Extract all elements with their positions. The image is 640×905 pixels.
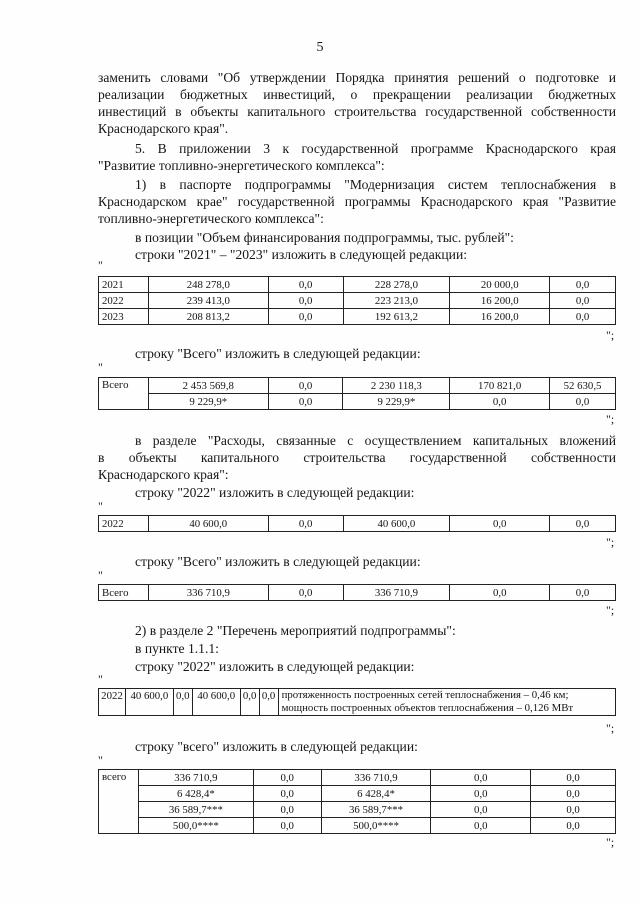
value-cell: 0,0 — [550, 516, 616, 532]
value-cell: 0,0 — [550, 309, 616, 325]
opening-quote: " — [98, 672, 103, 686]
label-cell: Всего — [99, 378, 149, 410]
value-cell: 0,0 — [253, 770, 321, 786]
value-cell: 20 000,0 — [450, 277, 550, 293]
value-cell: 0,0 — [268, 585, 343, 601]
value-cell: 0,0 — [268, 309, 343, 325]
value-cell: 0,0 — [268, 277, 343, 293]
value-cell: 0,0 — [268, 394, 343, 410]
text-line: реализации бюджетных инвестиций, о прекращении реализации бюджетных — [98, 87, 616, 102]
value-cell: 0,0 — [253, 786, 321, 802]
value-cell: 0,0 — [550, 394, 616, 410]
value-cell: 2 230 118,3 — [343, 378, 450, 394]
opening-quote: " — [98, 499, 103, 513]
financing-total-table — [98, 377, 616, 410]
text-line: заменить словами "Об утверждении Порядка принятия решений о подготовке и — [98, 70, 616, 85]
text-line: строку "Всего" изложить в следующей редакции: — [135, 346, 421, 361]
value-cell: 248 278,0 — [148, 277, 268, 293]
result-cell: протяженность построенных сетей теплоснабжения – 0,46 км; — [278, 689, 615, 703]
value-cell: 40 600,0 — [148, 516, 268, 532]
value-cell: 0,0 — [450, 394, 550, 410]
value-cell: 336 710,9 — [343, 585, 450, 601]
value-cell: 336 710,9 — [321, 770, 431, 786]
value-cell: 208 813,2 — [148, 309, 268, 325]
measures-total-table — [98, 769, 616, 834]
value-cell: 0,0 — [253, 802, 321, 818]
value-cell: 223 213,0 — [343, 293, 450, 309]
table-row — [99, 309, 616, 325]
text-line: топливно-энергетического комплекса": — [98, 211, 324, 226]
value-cell: 0,0 — [268, 516, 343, 532]
value-cell: 0,0 — [550, 585, 616, 601]
capital-expenses-total-table — [98, 584, 616, 601]
table-row — [99, 516, 616, 532]
opening-quote: " — [98, 360, 103, 374]
value-cell: 6 428,4* — [321, 786, 431, 802]
value-cell: 0,0 — [431, 786, 531, 802]
closing-quote: "; — [606, 328, 615, 342]
year-cell: 2022 — [99, 689, 126, 716]
value-cell: 0,0 — [550, 293, 616, 309]
opening-quote: " — [98, 568, 103, 582]
text-line: 2) в разделе 2 "Перечень мероприятий подпрограммы": — [135, 623, 456, 638]
table-row — [99, 277, 616, 293]
value-cell: 228 278,0 — [343, 277, 450, 293]
value-cell: 0,0 — [259, 689, 278, 716]
value-cell: 36 589,7*** — [138, 802, 253, 818]
value-cell: 0,0 — [531, 818, 616, 834]
text-line: "Развитие топливно-энергетического комплекса": — [98, 158, 385, 173]
text-line: Краснодарском крае" государственной программы Краснодарского края "Развитие — [98, 194, 616, 209]
value-cell: 40 600,0 — [192, 689, 240, 716]
text-line: в разделе "Расходы, связанные с осуществлением капитальных вложений — [135, 433, 616, 448]
value-cell: 336 710,9 — [148, 585, 268, 601]
text-line: в объекты капитального строительства государственной собственности — [98, 450, 616, 465]
value-cell: 170 821,0 — [450, 378, 550, 394]
value-cell: 0,0 — [431, 818, 531, 834]
text-line: строку "2022" изложить в следующей редакции: — [135, 659, 415, 674]
value-cell: 40 600,0 — [125, 689, 173, 716]
value-cell: 16 200,0 — [450, 293, 550, 309]
capital-expenses-2022-table — [98, 515, 616, 532]
financing-table-2021-2023 — [98, 276, 616, 325]
text-line: в позиции "Объем финансирования подпрограммы, тыс. рублей": — [135, 230, 514, 245]
text-line: в пункте 1.1.1: — [135, 641, 219, 656]
value-cell: 0,0 — [450, 516, 550, 532]
value-cell: 0,0 — [253, 818, 321, 834]
value-cell: 0,0 — [550, 277, 616, 293]
value-cell: 52 630,5 — [550, 378, 616, 394]
value-cell: 9 229,9* — [343, 394, 450, 410]
closing-quote: "; — [606, 721, 615, 735]
measures-2022-table — [98, 688, 616, 716]
text-line: инвестиций в объекты капитального строительства государственной собственности — [98, 104, 616, 119]
value-cell: 0,0 — [450, 585, 550, 601]
value-cell: 500,0**** — [321, 818, 431, 834]
value-cell: 0,0 — [240, 689, 259, 716]
text-line: Краснодарского края": — [98, 467, 229, 482]
text-line: 1) в паспорте подпрограммы "Модернизация систем теплоснабжения в — [135, 177, 616, 192]
value-cell: 0,0 — [531, 770, 616, 786]
opening-quote: " — [98, 753, 103, 767]
text-line: 5. В приложении 3 к государственной программе Краснодарского края — [135, 141, 616, 156]
value-cell: 0,0 — [531, 786, 616, 802]
value-cell: 336 710,9 — [138, 770, 253, 786]
year-cell: 2023 — [99, 309, 149, 325]
value-cell: 192 613,2 — [343, 309, 450, 325]
text-line: строку "2022" изложить в следующей редакции: — [135, 485, 415, 500]
closing-quote: "; — [606, 412, 615, 426]
value-cell: 36 589,7*** — [321, 802, 431, 818]
page-number: 5 — [316, 40, 324, 55]
opening-quote: " — [98, 258, 103, 272]
year-cell: 2021 — [99, 277, 149, 293]
value-cell: 40 600,0 — [343, 516, 450, 532]
value-cell: 0,0 — [268, 378, 343, 394]
closing-quote: "; — [606, 535, 615, 549]
table-row — [99, 802, 616, 818]
table-row — [99, 770, 616, 786]
table-row — [99, 378, 616, 394]
value-cell: 239 413,0 — [148, 293, 268, 309]
label-cell: всего — [99, 770, 139, 834]
text-line: строку "всего" изложить в следующей редакции: — [135, 739, 418, 754]
table-row — [99, 585, 616, 601]
year-cell: 2022 — [99, 293, 149, 309]
table-row — [99, 818, 616, 834]
text-line: строку "Всего" изложить в следующей редакции: — [135, 554, 421, 569]
table-row — [99, 786, 616, 802]
closing-quote: "; — [606, 835, 615, 849]
table-row — [99, 293, 616, 309]
result-cell: мощность построенных объектов теплоснабжения – 0,126 МВт — [278, 702, 615, 716]
value-cell: 0,0 — [173, 689, 192, 716]
text-line: Краснодарского края". — [98, 121, 229, 136]
label-cell: Всего — [99, 585, 149, 601]
table-row — [99, 689, 616, 703]
value-cell: 9 229,9* — [148, 394, 268, 410]
text-line: строки "2021" – "2023" изложить в следующей редакции: — [135, 247, 468, 262]
value-cell: 0,0 — [268, 293, 343, 309]
closing-quote: "; — [606, 603, 615, 617]
table-row — [99, 394, 616, 410]
value-cell: 6 428,4* — [138, 786, 253, 802]
value-cell: 0,0 — [531, 802, 616, 818]
year-cell: 2022 — [99, 516, 149, 532]
value-cell: 2 453 569,8 — [148, 378, 268, 394]
value-cell: 0,0 — [431, 770, 531, 786]
value-cell: 0,0 — [431, 802, 531, 818]
value-cell: 16 200,0 — [450, 309, 550, 325]
value-cell: 500,0**** — [138, 818, 253, 834]
